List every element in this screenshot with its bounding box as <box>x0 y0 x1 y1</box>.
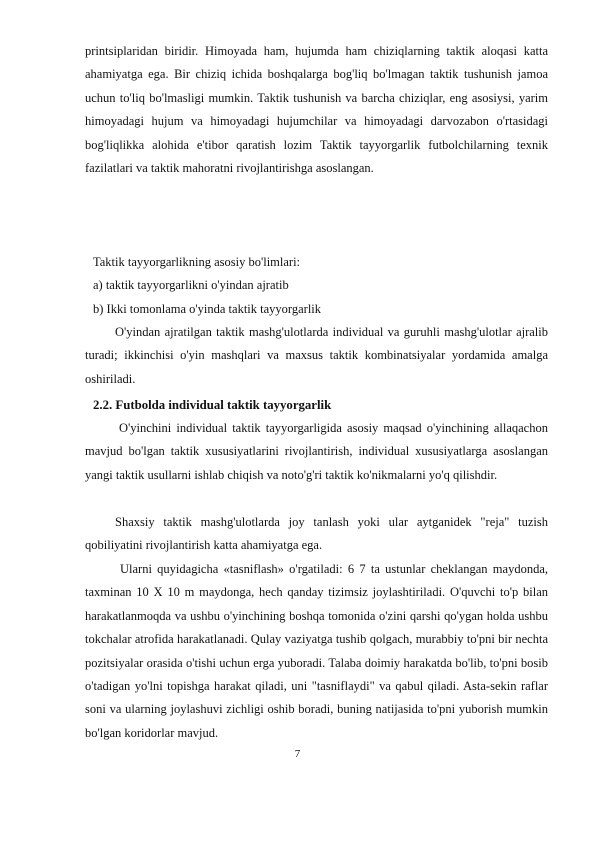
list-item-a: a) taktik tayyorgarlikni o'yindan ajratib <box>93 278 289 292</box>
page-number: 7 <box>294 748 301 760</box>
paragraph-5: Shaxsiy taktik mashg'ulotlarda joy tanlash yoki ular aytganidek "reja" tuzish qobiliyatini rivojlantirish katta ahamiyatga ega. <box>85 515 548 553</box>
paragraph-4: O'yinchini individual taktik tayyorgarligida asosiy maqsad o'yinchining allaqachon mavjud bo'lgan taktik xususiyatlarini rivojlantirish, individual xususiyatlarga asoslangan yangi taktik usullarni ishlab chiqish va noto'g'ri taktik ko'nikmalarni yo'q qilishdir. <box>85 421 548 482</box>
list-item-b: b) Ikki tomonlama o'yinda taktik tayyorgarlik <box>93 302 322 316</box>
section-heading: 2.2. Futbolda individual taktik tayyorgarlik <box>93 398 332 412</box>
paragraph-6: Ularni quyidagicha «tasniflash» o'rgatiladi: 6 7 ta ustunlar cheklangan maydonda, taxminan 10 X 10 m maydonga, hech qanday tizimsiz joylashtiriladi. O'quvchi to'p bilan harakatlanmoqda va ushbu o'yinchining boshqa tomonida o'zini qarshi qo'ygan holda ushbu tokchalar atrofida harakatlanadi. Qulay vaziyatga tushib qolgach, murabbiy to'pni bir nechta pozitsiyalar orasida o'tishi uchun erga yuboradi. Talaba doimiy harakatda bo'lib, to'pni bosib o'tadigan yo'lni topishga harakat qiladi, uni "tasniflaydi" va qabul qiladi. Asta-sekin raflar soni va ularning joylashuvi zichligi oshib boradi, buning natijasida to'pni yuborish mumkin bo'lgan koridorlar mavjud. <box>85 562 548 740</box>
paragraph-2: Taktik tayyorgarlikning asosiy bo'limlari: <box>93 255 301 269</box>
paragraph-3: O'yindan ajratilgan taktik mashg'ulotlarda individual va guruhli mashg'ulotlar ajralib turadi; ikkinchisi o'yin mashqlari va maxsus taktik kombinatsiyalar yordamida amalga oshiriladi. <box>85 325 548 386</box>
paragraph-1: printsiplaridan biridir. Himoyada ham, hujumda ham chiziqlarning taktik aloqasi katta ahamiyatga ega. Bir chiziq ichida boshqalarga bog'liq bo'lmagan taktik tushunish jamoa uchun to'liq bo'lmasligi mumkin. Taktik tushunish va barcha chiziqlar, eng asosiysi, yarim himoyadagi hujum va himoyadagi hujumchilar va himoyadagi darvozabon o'rtasidagi bog'liqlikka alohida e'tibor qaratish lozim Taktik tayyorgarlik futbolchilarning texnik fazilatlari va taktik mahoratni rivojlantirishga asoslangan. <box>85 44 548 176</box>
